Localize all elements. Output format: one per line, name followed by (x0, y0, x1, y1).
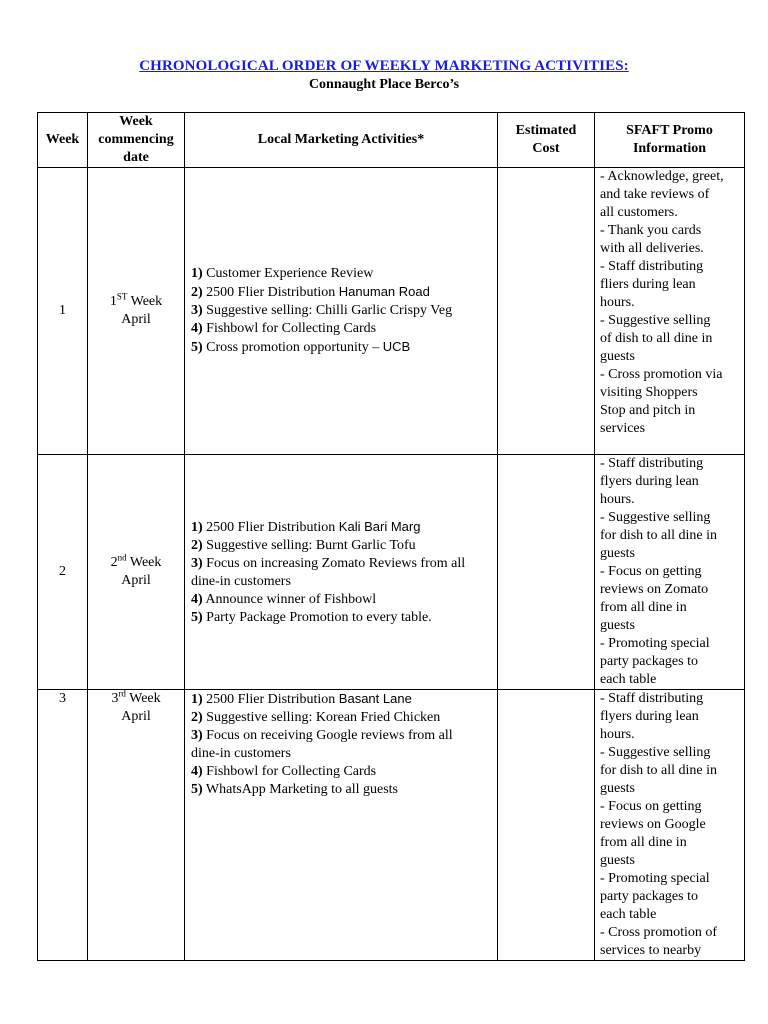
date-ordinal-number: 1 (109, 294, 117, 309)
activity-text: Suggestive selling: Chilli Garlic Crispy Veg (206, 303, 453, 318)
activity-number: 5) (191, 340, 203, 355)
promo-line: Stop and pitch in (600, 403, 696, 418)
activity-number: 3) (191, 303, 203, 318)
promo-line: for dish to all dine in (600, 528, 718, 543)
activity-item (191, 573, 491, 591)
date-ordinal-suffix: rd (118, 688, 126, 699)
promo-line: reviews on Zomato (600, 582, 709, 597)
marketing-activities-cell (185, 690, 498, 961)
activity-item (191, 518, 491, 537)
activity-text: 2500 Flier Distribution (206, 692, 339, 707)
promo-line: - Focus on getting (600, 564, 702, 579)
document-subtitle: Connaught Place Berco’s (308, 77, 460, 92)
promo-line: - Cross promotion of (600, 925, 718, 940)
activity-text: 2500 Flier Distribution (206, 519, 339, 535)
activity-number: 2) (191, 537, 203, 553)
marketing-activities-cell (185, 455, 498, 690)
activity-text: dine-in customers (191, 746, 291, 761)
document-title: CHRONOLOGICAL ORDER OF WEEKLY MARKETING ACTIVITIES: (139, 58, 629, 74)
promo-line: guests (600, 618, 635, 633)
promo-line: services (600, 421, 646, 436)
promo-line: with all deliveries. (600, 241, 704, 256)
activity-item (191, 709, 491, 727)
activity-location: UCB (382, 339, 411, 354)
week-commencing-date-cell (88, 168, 185, 455)
activity-item (191, 537, 491, 555)
activity-number: 1) (191, 692, 203, 707)
estimated-cost-cell (498, 690, 595, 961)
activity-item (191, 591, 491, 609)
activity-item (191, 302, 491, 320)
activity-number: 4) (191, 591, 203, 607)
activity-number: 2) (191, 710, 203, 725)
promo-line: fliers during lean (600, 277, 696, 292)
promo-line: for dish to all dine in (600, 763, 718, 778)
promo-line: party packages to (600, 889, 698, 904)
marketing-activities-cell (185, 168, 498, 455)
activity-item (191, 338, 491, 357)
activity-number: 1) (191, 266, 203, 281)
week-number-cell: 1 (38, 168, 88, 455)
date-ordinal-suffix: ST (116, 291, 128, 302)
activity-text: Announce winner of Fishbowl (205, 591, 377, 607)
activity-item (191, 727, 491, 745)
promo-line: guests (600, 781, 635, 796)
promo-line: - Staff distributing (600, 456, 704, 471)
promo-line: of dish to all dine in (600, 331, 713, 346)
promo-information-cell (595, 690, 745, 961)
activity-number: 5) (191, 609, 203, 625)
activity-number: 5) (191, 782, 203, 797)
estimated-cost-cell (498, 455, 595, 690)
activity-item (191, 265, 491, 283)
activity-text: Focus on increasing Zomato Reviews from all (206, 555, 466, 571)
activity-item (191, 555, 491, 573)
promo-line: guests (600, 546, 635, 561)
activity-text: Suggestive selling: Burnt Garlic Tofu (206, 537, 416, 553)
activity-text: 2500 Flier Distribution (206, 285, 339, 300)
week-number-cell: 2 (38, 455, 88, 690)
header-local-marketing-activities: Local Marketing Activities* (185, 113, 498, 168)
date-week-label: Week (127, 294, 163, 309)
activity-item (191, 745, 491, 763)
promo-line: - Cross promotion via (600, 367, 723, 382)
activity-item (191, 763, 491, 781)
promo-information-cell (595, 455, 745, 690)
promo-line: flyers during lean (600, 474, 699, 489)
promo-line: visiting Shoppers (600, 385, 698, 400)
activity-number: 4) (191, 764, 203, 779)
activity-number: 3) (191, 555, 203, 571)
activity-text: Focus on receiving Google reviews from all (206, 728, 453, 743)
promo-line: and take reviews of (600, 187, 710, 202)
activity-text: Suggestive selling: Korean Fried Chicken (206, 710, 441, 725)
promo-line: guests (600, 853, 635, 868)
activity-location: Kali Bari Marg (338, 518, 421, 534)
promo-line: - Suggestive selling (600, 313, 711, 328)
header-week-commencing-date: Week commencing date (88, 113, 185, 168)
promo-line: from all dine in (600, 600, 687, 615)
promo-line: - Promoting special (600, 871, 710, 886)
activity-number: 1) (191, 519, 203, 535)
promo-line: all customers. (600, 205, 678, 220)
marketing-schedule-table (37, 112, 745, 961)
header-sfaft-promo-information: SFAFT Promo Information (595, 113, 745, 168)
table-row (38, 168, 745, 455)
activity-text: Party Package Promotion to every table. (206, 609, 432, 625)
header-week: Week (38, 113, 88, 168)
activity-location: Basant Lane (338, 691, 412, 706)
promo-line: from all dine in (600, 835, 687, 850)
activity-text: Fishbowl for Collecting Cards (206, 764, 377, 779)
promo-line: - Acknowledge, greet, (600, 169, 724, 184)
date-ordinal-number: 3 (111, 691, 119, 706)
promo-line: guests (600, 349, 635, 364)
promo-line: - Thank you cards (600, 223, 702, 238)
promo-line: services to nearby (600, 943, 702, 958)
promo-line: - Promoting special (600, 636, 710, 651)
date-month: April (121, 312, 151, 327)
promo-line: - Suggestive selling (600, 510, 711, 525)
date-week-label: Week (125, 691, 161, 706)
promo-line: - Focus on getting (600, 799, 702, 814)
promo-line: - Suggestive selling (600, 745, 711, 760)
promo-line: party packages to (600, 654, 698, 669)
promo-line: hours. (600, 727, 635, 742)
activity-number: 3) (191, 728, 203, 743)
activity-text: Customer Experience Review (206, 266, 374, 281)
activity-item (191, 320, 491, 338)
activity-text: WhatsApp Marketing to all guests (205, 782, 398, 797)
promo-line: hours. (600, 492, 635, 507)
table-header-row (38, 113, 745, 168)
estimated-cost-cell (498, 168, 595, 455)
promo-information-cell (595, 168, 745, 455)
date-ordinal-number: 2 (110, 555, 118, 570)
activity-item (191, 609, 491, 627)
activity-number: 2) (191, 285, 203, 300)
activity-text: Fishbowl for Collecting Cards (206, 321, 377, 336)
activity-number: 4) (191, 321, 203, 336)
header-estimated-cost: Estimated Cost (498, 113, 595, 168)
activity-item (191, 690, 491, 709)
date-week-label: Week (126, 555, 162, 570)
activity-item (191, 283, 491, 302)
activity-location: Hanuman Road (338, 284, 430, 299)
date-month: April (121, 709, 151, 724)
date-ordinal-suffix: nd (117, 552, 127, 563)
table-row (38, 455, 745, 690)
date-month: April (121, 573, 151, 588)
week-commencing-date-cell (88, 455, 185, 690)
promo-line: reviews on Google (600, 817, 706, 832)
activity-text: Cross promotion opportunity – (206, 340, 383, 355)
promo-line: hours. (600, 295, 635, 310)
promo-line: - Staff distributing (600, 259, 704, 274)
activity-item (191, 781, 491, 799)
promo-line: flyers during lean (600, 709, 699, 724)
week-number-cell: 3 (38, 690, 88, 961)
promo-line: - Staff distributing (600, 691, 704, 706)
promo-line: each table (600, 672, 657, 687)
activity-text: dine-in customers (191, 573, 291, 589)
week-commencing-date-cell (88, 690, 185, 961)
table-row (38, 690, 745, 961)
promo-line: each table (600, 907, 657, 922)
